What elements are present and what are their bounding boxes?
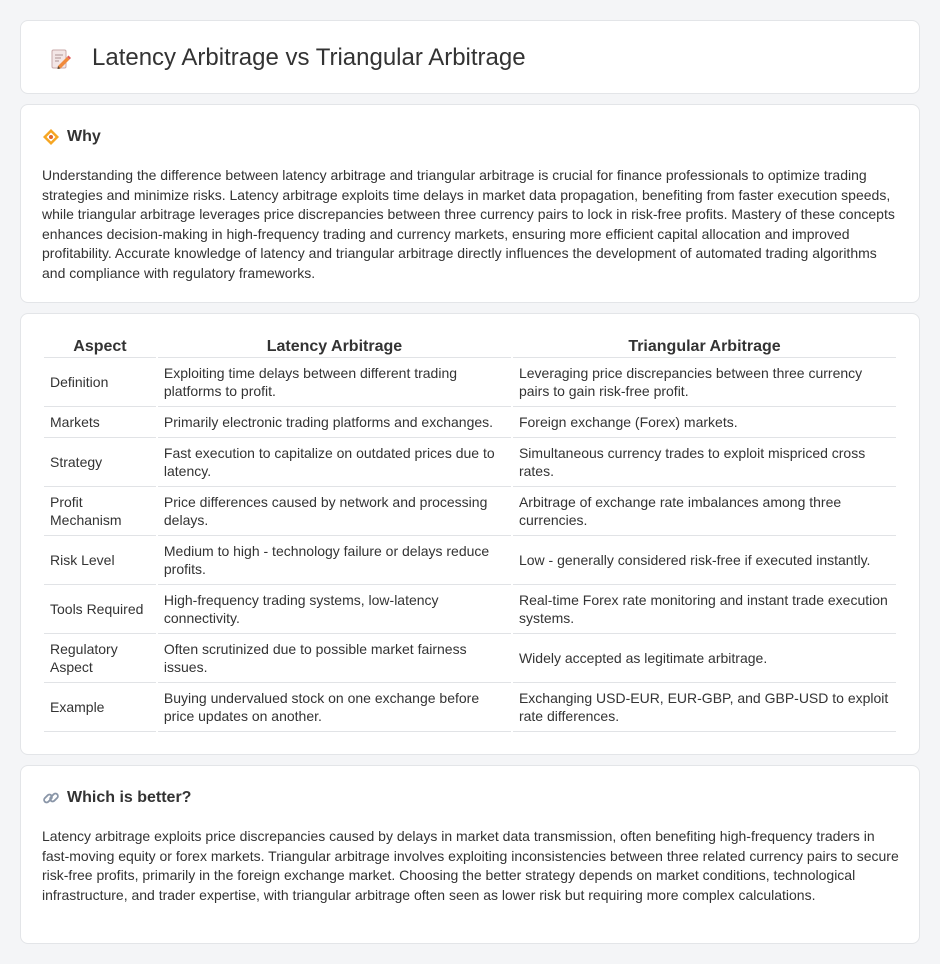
latency-cell: Buying undervalued stock on one exchange before price updates on another. — [158, 683, 511, 732]
triangular-cell: Arbitrage of exchange rate imbalances among three currencies. — [513, 487, 896, 536]
aspect-cell: Strategy — [44, 438, 156, 487]
table-row — [44, 683, 896, 732]
table-header-row — [44, 336, 896, 358]
table-row — [44, 438, 896, 487]
aspect-cell: Profit Mechanism — [44, 487, 156, 536]
why-heading: Why — [67, 128, 101, 145]
comparison-table — [42, 336, 898, 732]
triangular-cell: Simultaneous currency trades to exploit mispriced cross rates. — [513, 438, 896, 487]
triangular-cell: Leveraging price discrepancies between three currency pairs to gain risk-free profit. — [513, 358, 896, 407]
header-latency-arbitrage: Latency Arbitrage — [158, 336, 511, 358]
aspect-cell: Risk Level — [44, 536, 156, 585]
which-is-better-section — [20, 765, 920, 944]
why-heading-row — [42, 127, 101, 147]
aspect-cell: Tools Required — [44, 585, 156, 634]
better-paragraph: Latency arbitrage exploits price discrepancies caused by delays in market data transmission, often benefiting high-frequency traders in fast-moving equity or forex markets. Triangular arbitrage involves exploiting inconsistencies between three related currency pairs to secure risk-free profits, primarily in the foreign exchange market. Choosing the better strategy depends on market conditions, technological infrastructure, and trader expertise, with triangular arbitrage often seen as lower risk but requiring more complex calculations. — [42, 828, 899, 903]
latency-cell: Medium to high - technology failure or delays reduce profits. — [158, 536, 511, 585]
header-triangular-arbitrage: Triangular Arbitrage — [513, 336, 896, 358]
table-row — [44, 487, 896, 536]
memo-pencil-icon — [48, 47, 72, 71]
latency-cell: Fast execution to capitalize on outdated prices due to latency. — [158, 438, 511, 487]
diamond-warning-icon — [42, 128, 60, 146]
title-card — [20, 20, 920, 94]
table-row — [44, 536, 896, 585]
page-title: Latency Arbitrage vs Triangular Arbitrage — [92, 44, 526, 71]
latency-cell: Often scrutinized due to possible market fairness issues. — [158, 634, 511, 683]
table-row — [44, 634, 896, 683]
latency-cell: Price differences caused by network and processing delays. — [158, 487, 511, 536]
aspect-cell: Markets — [44, 407, 156, 438]
table-row — [44, 358, 896, 407]
aspect-cell: Regulatory Aspect — [44, 634, 156, 683]
latency-cell: High-frequency trading systems, low-latency connectivity. — [158, 585, 511, 634]
triangular-cell: Low - generally considered risk-free if executed instantly. — [513, 536, 896, 585]
header-aspect: Aspect — [44, 336, 156, 358]
better-heading-row — [42, 788, 191, 808]
triangular-cell: Real-time Forex rate monitoring and instant trade execution systems. — [513, 585, 896, 634]
comparison-table-card — [20, 313, 920, 755]
latency-cell: Primarily electronic trading platforms and exchanges. — [158, 407, 511, 438]
table-row — [44, 407, 896, 438]
triangular-cell: Widely accepted as legitimate arbitrage. — [513, 634, 896, 683]
better-heading: Which is better? — [67, 789, 192, 806]
table-row — [44, 585, 896, 634]
triangular-cell: Foreign exchange (Forex) markets. — [513, 407, 896, 438]
why-section — [20, 104, 920, 303]
link-icon — [42, 789, 60, 807]
aspect-cell: Example — [44, 683, 156, 732]
why-paragraph: Understanding the difference between latency arbitrage and triangular arbitrage is crucial for finance professionals to optimize trading strategies and minimize risks. Latency arbitrage exploits time delays in market data propagation, benefiting from faster execution speeds, while triangular arbitrage leverages price discrepancies between three currency pairs to lock in risk-free profits. Mastery of these concepts enhances decision-making in high-frequency trading and currency markets, ensuring more efficient capital allocation and improved profitability. Accurate knowledge of latency and triangular arbitrage directly influences the development of automated trading algorithms and compliance with regulatory frameworks. — [42, 167, 895, 281]
triangular-cell: Exchanging USD-EUR, EUR-GBP, and GBP-USD to exploit rate differences. — [513, 683, 896, 732]
latency-cell: Exploiting time delays between different trading platforms to profit. — [158, 358, 511, 407]
aspect-cell: Definition — [44, 358, 156, 407]
